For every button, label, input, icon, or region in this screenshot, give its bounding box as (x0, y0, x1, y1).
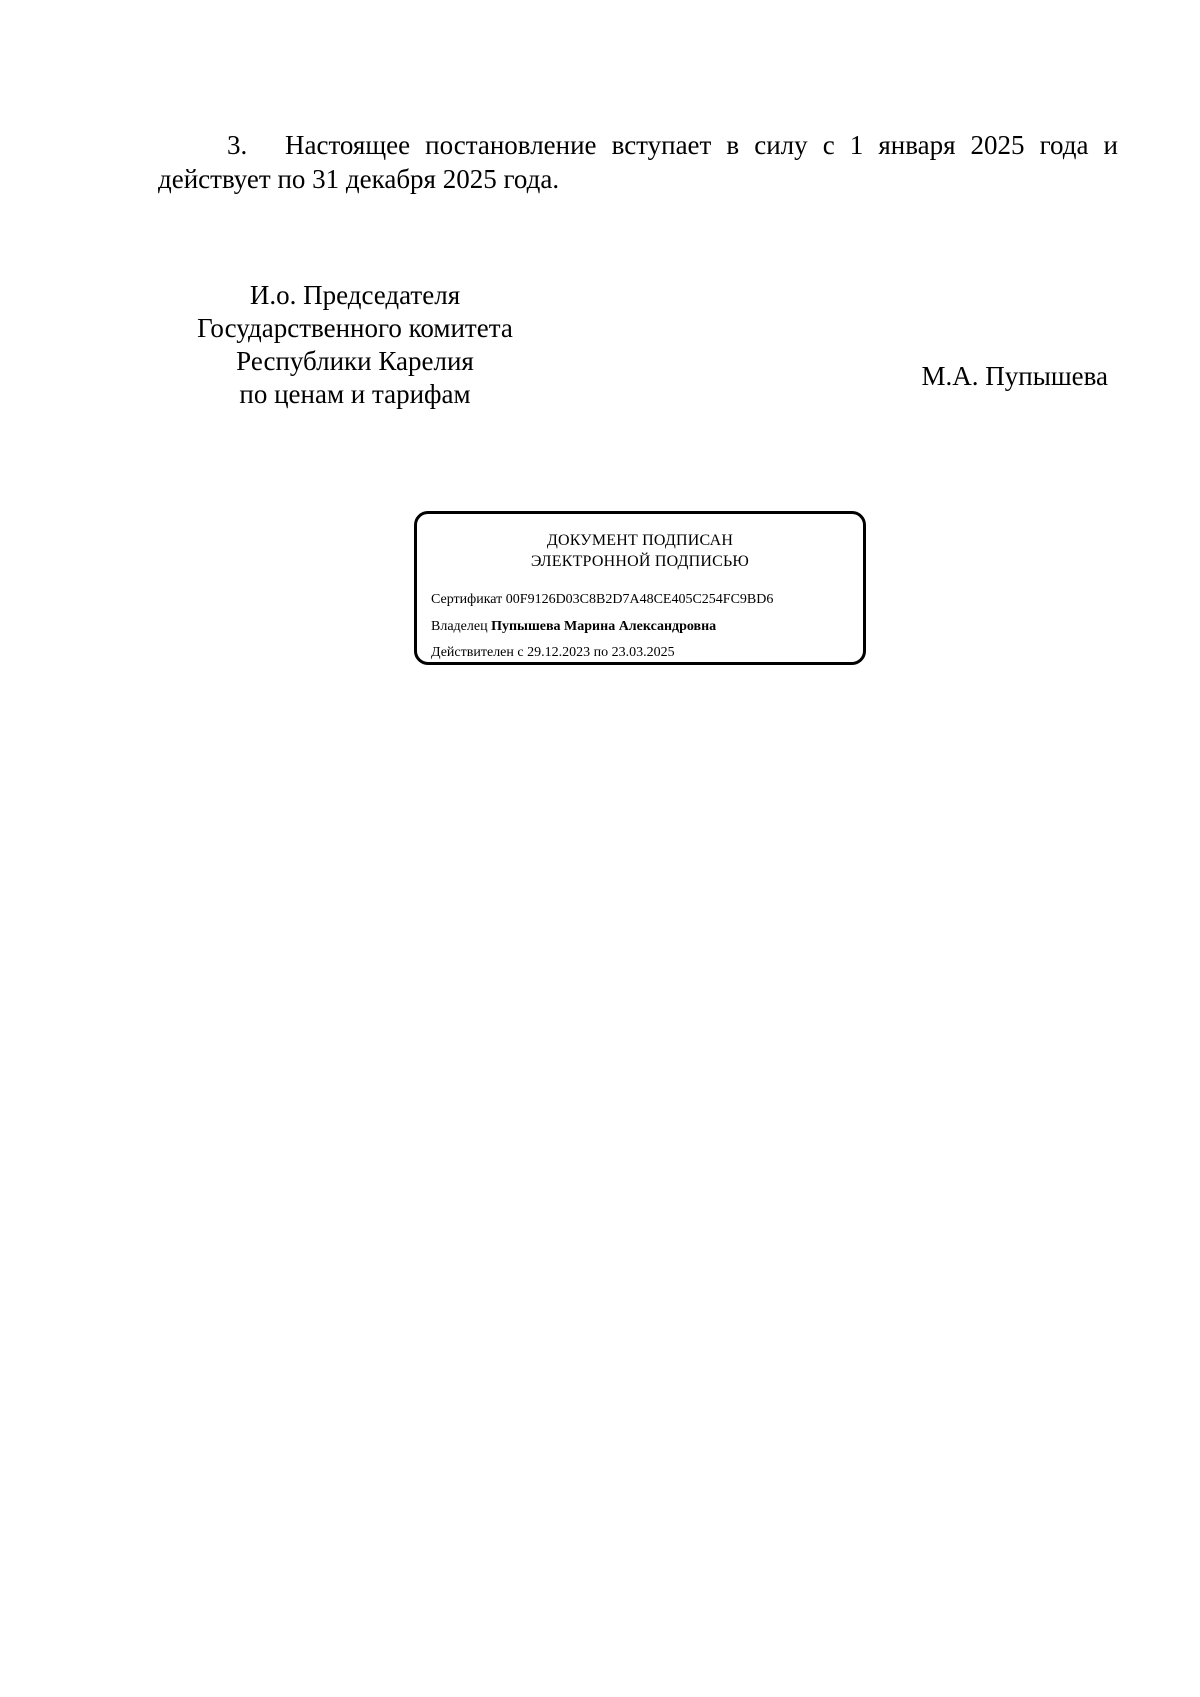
owner-label: Владелец (431, 619, 488, 634)
signatory-title-line: Республики Карелия (236, 346, 474, 376)
stamp-heading-line: ЭЛЕКТРОННОЙ ПОДПИСЬЮ (530, 553, 750, 570)
valid-from: 29.12.2023 (527, 645, 591, 660)
signatory-title-line: по ценам и тарифам (239, 379, 471, 409)
stamp-validity (431, 644, 675, 662)
paragraph-number: 3. (227, 130, 248, 160)
signatory-title (170, 279, 540, 411)
stamp-heading-line: ДОКУМЕНТ ПОДПИСАН (546, 532, 734, 549)
signatory-title-line: И.о. Председателя (249, 280, 461, 310)
valid-to-label: по (593, 645, 609, 660)
valid-label: Действителен с (431, 645, 524, 660)
stamp-owner (431, 618, 716, 636)
owner-value: Пупышева Марина Александровна (491, 619, 717, 634)
paragraph-text: Настоящее постановление вступает в силу с 1 января 2025 года и действует по 31 декабря 2025 года. (158, 130, 1118, 194)
certificate-label: Сертификат (431, 592, 503, 607)
signatory-name: М.А. Пупышева (921, 361, 1108, 391)
stamp-heading (417, 530, 863, 572)
paragraph-3 (158, 128, 1118, 196)
electronic-signature-stamp (414, 511, 866, 665)
signatory-title-line: Государственного комитета (197, 313, 513, 343)
stamp-certificate (431, 591, 773, 609)
certificate-value: 00F9126D03C8B2D7A48CE405C254FC9BD6 (505, 592, 774, 607)
valid-to: 23.03.2025 (611, 645, 675, 660)
